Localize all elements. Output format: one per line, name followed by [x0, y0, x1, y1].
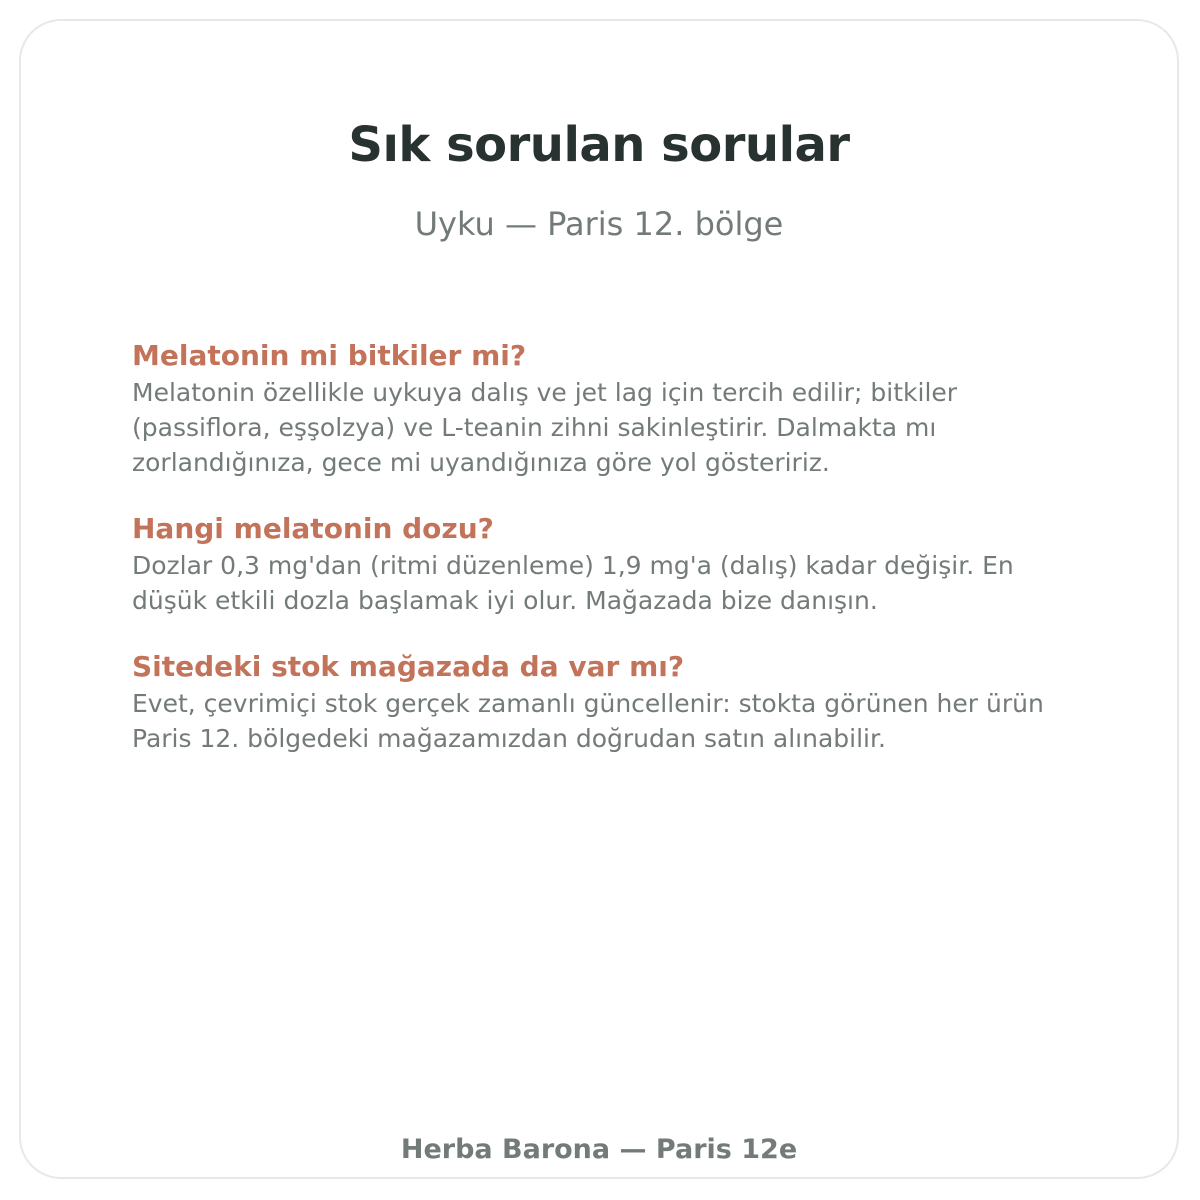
- faq-answer: Melatonin özellikle uykuya dalış ve jet lag için tercih edilir; bitkiler (passiflora, eşşolzya) ve L-teanin zihni sakinleştirir. Dalmakta mı zorlandığınıza, gece mi uyandığınıza göre yol gösteririz.: [132, 378, 958, 477]
- faq-answer: Dozlar 0,3 mg'dan (ritmi düzenleme) 1,9 mg'a (dalış) kadar değişir. En düşük etkili dozla başlamak iyi olur. Mağazada bize danışın.: [132, 551, 1014, 615]
- faq-question: Melatonin mi bitkiler mi?: [132, 339, 527, 372]
- faq-question: Hangi melatonin dozu?: [132, 512, 494, 545]
- faq-question: Sitedeki stok mağazada da var mı?: [132, 650, 685, 683]
- footer-store-name: Herba Barona — Paris 12e: [400, 1134, 798, 1165]
- page-title: Sık sorulan sorular: [348, 117, 850, 173]
- faq-answer: Evet, çevrimiçi stok gerçek zamanlı güncellenir: stokta görünen her ürün Paris 12. bölgedeki mağazamızdan doğrudan satın alınabilir.: [132, 689, 1044, 753]
- faq-list: [132, 337, 1092, 786]
- faq-item-melatonin-dose: [132, 510, 1092, 618]
- faq-item-store-stock: [132, 648, 1092, 756]
- faq-item-melatonin-vs-herbs: [132, 337, 1092, 480]
- page-subtitle: Uyku — Paris 12. bölge: [414, 205, 784, 243]
- faq-card: [19, 19, 1179, 1179]
